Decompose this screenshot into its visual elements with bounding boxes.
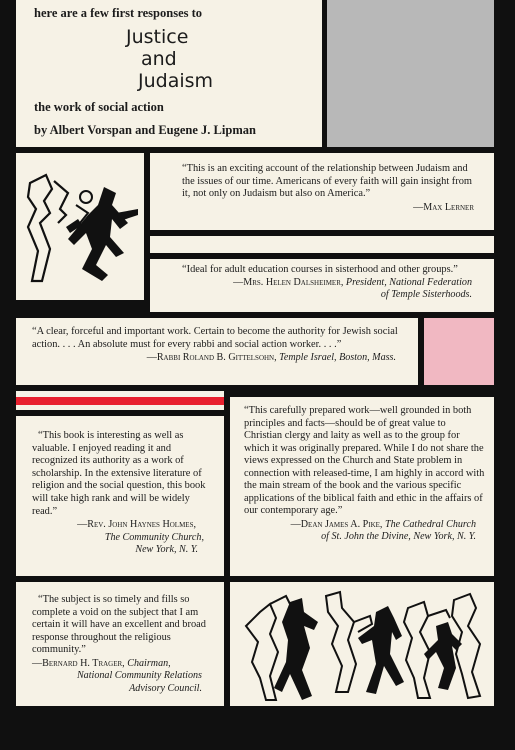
authors: by Albert Vorspan and Eugene J. Lipman bbox=[34, 123, 256, 137]
attribution-name: —Dean James A. Pike, bbox=[290, 518, 383, 530]
quote-text: “This book is interesting as well as valuable. I enjoyed reading it and recognized its authority as a work of scholarship. In the extensive literature of religion and the social question, this book will take high rank and will be widely read.” bbox=[32, 430, 206, 517]
attribution-affiliation-2: National Community Relations bbox=[76, 670, 202, 682]
quote-james-pike bbox=[230, 397, 494, 576]
quote-attribution bbox=[244, 519, 486, 531]
attribution-affiliation-2: of St. John the Divine, New York, N. Y. bbox=[321, 530, 476, 542]
quote-text: “A clear, forceful and important work. Certain to become the authority for Jewish social action. . . . An absolute must for every rabbi and social action worker. . . .” bbox=[32, 326, 398, 350]
title-line-1: Justice bbox=[126, 26, 189, 48]
gray-color-block bbox=[327, 0, 494, 147]
attribution-affiliation: President, National Federation bbox=[345, 276, 472, 288]
quote-attribution-line-2 bbox=[32, 670, 214, 682]
dancing-figures-illustration bbox=[230, 582, 494, 706]
title-line-2: and bbox=[141, 48, 177, 70]
quote-max-lerner bbox=[150, 153, 494, 230]
attribution-name: —Rabbi Roland B. Gittelsohn, bbox=[146, 352, 277, 364]
quote-text: “The subject is so timely and fills so complete a void on the subject that I am certain it will have an excellent and broad response throughout the religious community.” bbox=[32, 594, 206, 656]
attribution-affiliation-2: New York, N. Y. bbox=[135, 543, 198, 555]
attribution-name: —Rev. John Haynes Holmes, bbox=[77, 519, 196, 531]
header-panel bbox=[16, 0, 322, 147]
red-bar bbox=[16, 397, 224, 405]
quote-attribution bbox=[32, 519, 214, 531]
attribution-affiliation-3: Advisory Council. bbox=[129, 682, 202, 694]
spacer-panel-a bbox=[150, 236, 494, 253]
quote-attribution-line-2 bbox=[166, 289, 484, 301]
attribution-affiliation: Temple Israel, Boston, Mass. bbox=[279, 352, 396, 364]
red-bar-panel bbox=[16, 391, 224, 410]
quote-helen-dalsheimer bbox=[150, 259, 494, 312]
quote-attribution bbox=[166, 277, 484, 289]
title-line-3: Judaism bbox=[138, 70, 214, 92]
quote-attribution bbox=[32, 352, 410, 364]
figures-illustration-left bbox=[16, 153, 144, 300]
quote-john-haynes-holmes bbox=[16, 416, 224, 576]
quote-text: “Ideal for adult education courses in sisterhood and other groups.” bbox=[182, 264, 458, 275]
attribution-affiliation-2: of Temple Sisterhoods. bbox=[380, 289, 472, 300]
quote-text: “This is an exciting account of the relationship between Judaism and the issues of our time. Americans of every faith will gain insight from it, not only on Judaism but also on America.” bbox=[182, 163, 473, 200]
quote-attribution bbox=[32, 658, 214, 670]
quote-attribution-line-2 bbox=[244, 531, 486, 543]
dancing-figures-panel bbox=[230, 582, 494, 706]
figures-illustration-left-panel bbox=[16, 153, 144, 300]
quote-attribution-line-3 bbox=[32, 544, 214, 556]
attribution-affiliation: Chairman, bbox=[127, 657, 171, 669]
quote-text: “This carefully prepared work—well grounded in both principles and facts—should be of great value to Christian clergy and laity as well as to the group for which it was originally prepared. While I do not share the views expressed on the Church and State problem in connection with released-time, I am highly in accord with the main stream of the book and the various specific applications of the biblical faith and ethic in the affairs of our contemporary age.” bbox=[244, 405, 485, 516]
quote-attribution: —Max Lerner bbox=[413, 201, 474, 213]
attribution-name: —Bernard H. Trager, bbox=[32, 657, 125, 669]
quote-attribution-line-2 bbox=[32, 532, 214, 544]
quote-bernard-trager bbox=[16, 582, 224, 706]
book-title bbox=[126, 26, 322, 92]
pink-color-block bbox=[424, 318, 494, 385]
quote-roland-gittelsohn bbox=[16, 318, 418, 385]
attribution-name: —Mrs. Helen Dalsheimer, bbox=[233, 276, 344, 288]
subtitle: the work of social action bbox=[34, 100, 164, 114]
intro-line: here are a few first responses to bbox=[34, 6, 203, 20]
attribution-affiliation: The Cathedral Church bbox=[384, 518, 476, 530]
attribution-affiliation: The Community Church, bbox=[104, 531, 204, 543]
quote-attribution-line-3 bbox=[32, 683, 214, 695]
